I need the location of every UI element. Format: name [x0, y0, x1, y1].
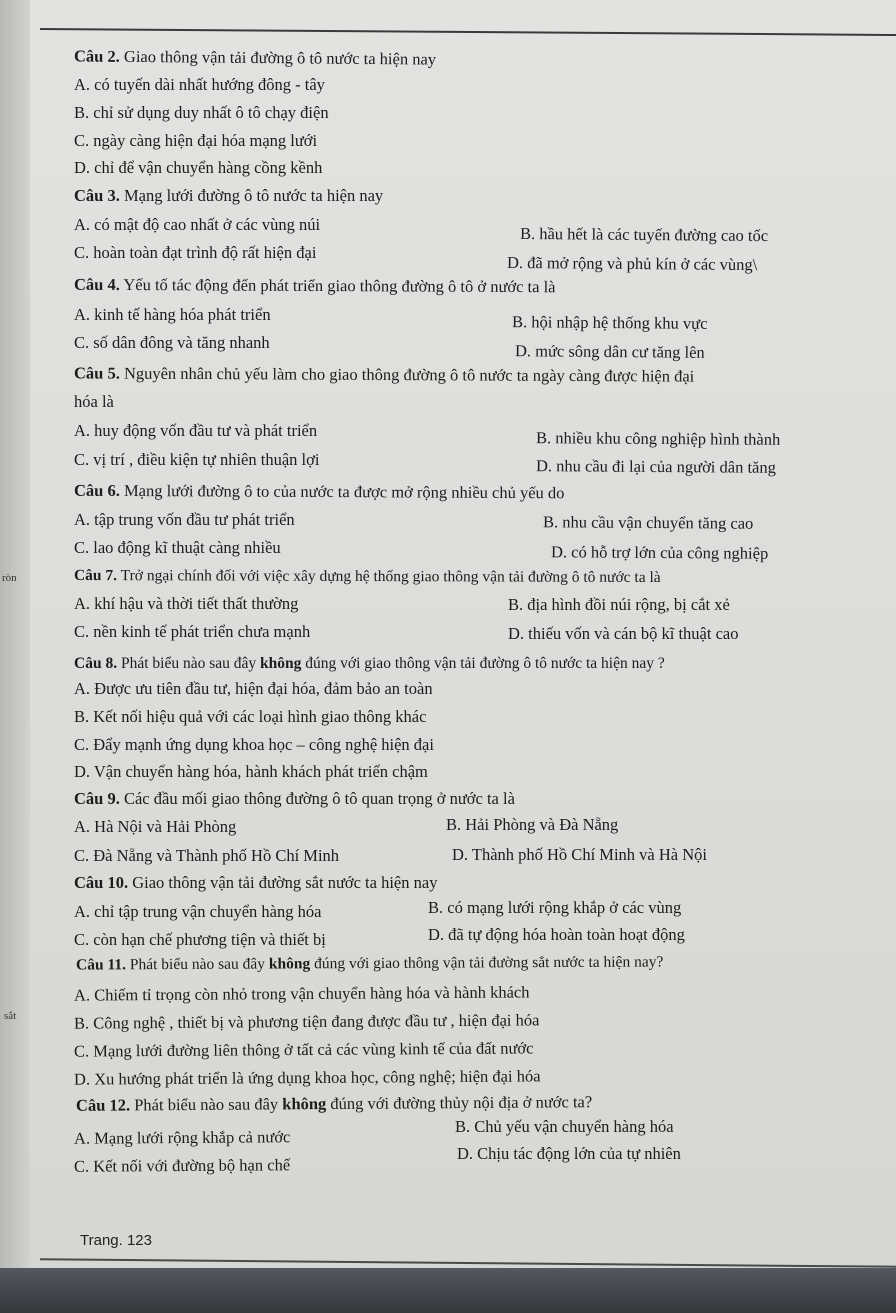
q11-option-a: A. Chiếm tỉ trọng còn nhỏ trong vận chuyển hàng hóa và hành khách [73, 982, 530, 1005]
q2-option-b: B. chỉ sử dụng duy nhất ô tô chạy điện [74, 103, 329, 122]
q7-option-d: D. thiếu vốn và cán bộ kĩ thuật cao [508, 624, 739, 643]
q4-option-a: A. kinh tế hàng hóa phát triển [74, 305, 271, 324]
top-rule [40, 28, 896, 36]
question-9: Câu 9. Các đầu mối giao thông đường ô tô quan trọng ở nước ta là [74, 789, 515, 808]
q12-option-c: C. Kết nối với đường bộ hạn chế [73, 1155, 291, 1176]
q9-option-c: C. Đà Nẵng và Thành phố Hồ Chí Minh [74, 846, 340, 865]
q6-option-b: B. nhu cầu vận chuyển tăng cao [542, 512, 754, 533]
q5-option-a: A. huy động vốn đầu tư và phát triển [74, 421, 318, 440]
question-12: Câu 12. Phát biểu nào sau đây không đúng với đường thủy nội địa ở nước ta? [75, 1092, 593, 1115]
q4-option-d: D. mức sông dân cư tăng lên [514, 341, 705, 362]
q5-option-b: B. nhiều khu công nghiệp hình thành [535, 428, 781, 449]
q4-option-b: B. hội nhập hệ thống khu vực [511, 312, 708, 333]
q4-option-c: C. số dân đông và tăng nhanh [74, 333, 270, 352]
q6-option-d: D. có hỗ trợ lớn của công nghiệp [550, 542, 769, 563]
q2-option-d: D. chỉ để vận chuyển hàng cồng kềnh [74, 158, 323, 177]
q7-option-b: B. địa hình đồi núi rộng, bị cắt xẻ [508, 595, 730, 614]
question-8: Câu 8. Phát biểu nào sau đây không đúng với giao thông vận tải đường ô tô nước ta hiện nay ? [74, 655, 665, 672]
margin-note: ròn [2, 572, 17, 584]
q10-option-d: D. đã tự động hóa hoàn toàn hoạt động [428, 925, 685, 944]
margin-note: sắt [4, 1010, 17, 1022]
q6-option-c: C. lao động kĩ thuật càng nhiều [74, 538, 281, 557]
q7-option-a: A. khí hậu và thời tiết thất thường [74, 594, 299, 613]
q3-option-d: D. đã mở rộng và phủ kín ở các vùng\ [506, 252, 758, 275]
q9-option-d: D. Thành phố Hồ Chí Minh và Hà Nội [452, 845, 707, 864]
q10-option-b: B. có mạng lưới rộng khắp ở các vùng [428, 898, 682, 917]
question-2: Câu 2. Giao thông vận tải đường ô tô nước ta hiện nay [73, 46, 437, 69]
q12-option-b: B. Chủ yếu vận chuyển hàng hóa [455, 1117, 674, 1136]
page-spine-shadow [0, 0, 30, 1313]
q5-option-d: D. nhu cầu đi lại của người dân tăng [535, 456, 776, 477]
question-6: Câu 6. Mạng lưới đường ô to của nước ta được mở rộng nhiều chủ yếu do [73, 480, 565, 503]
q5-option-c: C. vị trí , điều kiện tự nhiên thuận lợi [74, 450, 320, 469]
question-3: Câu 3. Mạng lưới đường ô tô nước ta hiện nay [74, 186, 384, 205]
question-11: Câu 11. Phát biểu nào sau đây không đúng với giao thông vận tải đường sắt nước ta hiện nay? [75, 953, 664, 974]
q2-option-c: C. ngày càng hiện đại hóa mạng lưới [74, 131, 318, 150]
q10-option-a: A. chỉ tập trung vận chuyển hàng hóa [74, 902, 322, 921]
question-7: Câu 7. Trở ngại chính đối với việc xây dựng hệ thống giao thông vận tải đường ô tô nước ta là [73, 566, 661, 587]
q9-option-b: B. Hải Phòng và Đà Nẵng [446, 815, 619, 834]
q8-option-c: C. Đẩy mạnh ứng dụng khoa học – công nghệ hiện đại [74, 735, 434, 754]
q11-option-c: C. Mạng lưới đường liên thông ở tất cả các vùng kinh tế của đất nước [73, 1038, 534, 1061]
q12-option-d: D. Chịu tác động lớn của tự nhiên [457, 1144, 681, 1163]
q7-option-c: C. nền kinh tế phát triển chưa mạnh [74, 622, 311, 641]
page-number: Trang. 123 [80, 1232, 152, 1249]
question-5-continuation: hóa là [74, 392, 114, 411]
q10-option-c: C. còn hạn chế phương tiện và thiết bị [74, 930, 326, 949]
q3-option-b: B. hầu hết là các tuyến đường cao tốc [519, 223, 769, 246]
q3-option-c: C. hoàn toàn đạt trình độ rất hiện đại [74, 243, 317, 262]
background-surface [0, 1268, 896, 1313]
question-4: Câu 4. Yếu tố tác động đến phát triển giao thông đường ô tô ở nước ta là [73, 274, 556, 297]
q11-option-b: B. Công nghệ , thiết bị và phương tiện đang được đầu tư , hiện đại hóa [73, 1010, 540, 1033]
q9-option-a: A. Hà Nội và Hải Phòng [74, 817, 237, 836]
bottom-rule [40, 1258, 896, 1267]
q12-option-a: A. Mạng lưới rộng khắp cả nước [73, 1127, 291, 1148]
question-5: Câu 5. Nguyên nhân chủ yếu làm cho giao thông đường ô tô nước ta ngày càng được hiện đại [73, 363, 695, 386]
q8-option-a: A. Được ưu tiên đầu tư, hiện đại hóa, đảm bảo an toàn [74, 679, 433, 698]
q8-option-b: B. Kết nối hiệu quả với các loại hình giao thông khác [74, 707, 427, 726]
q11-option-d: D. Xu hướng phát triển là ứng dụng khoa học, công nghệ; hiện đại hóa [73, 1066, 541, 1089]
q8-option-d: D. Vận chuyển hàng hóa, hành khách phát triển chậm [74, 762, 428, 781]
q3-option-a: A. có mật độ cao nhất ở các vùng núi [74, 215, 321, 234]
question-10: Câu 10. Giao thông vận tải đường sắt nước ta hiện nay [74, 873, 438, 892]
q6-option-a: A. tập trung vốn đầu tư phát triển [74, 510, 295, 529]
q2-option-a: A. có tuyến dài nhất hướng đông - tây [74, 75, 325, 94]
